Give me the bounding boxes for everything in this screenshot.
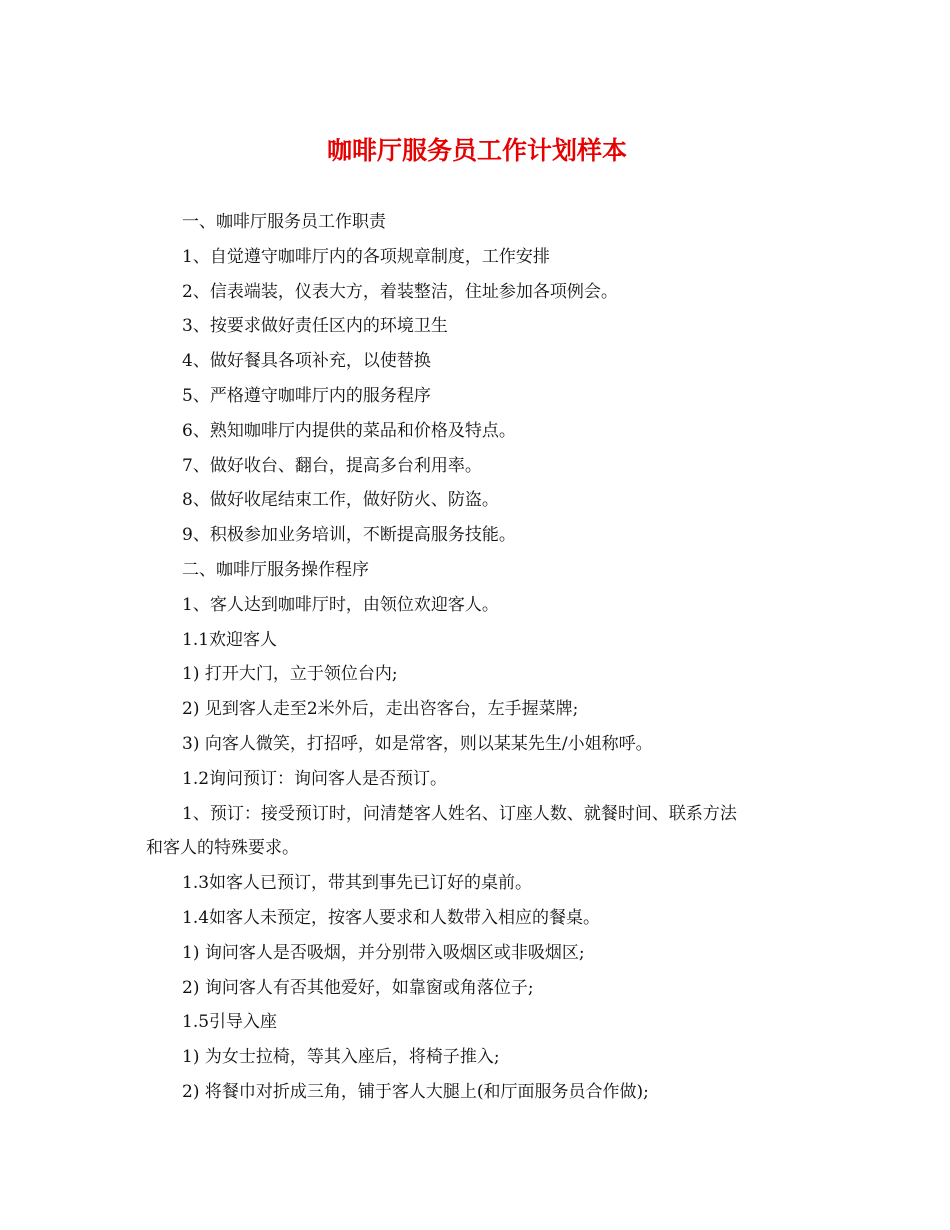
paragraph-line: 4、做好餐具各项补充，以使替换 bbox=[182, 351, 431, 372]
paragraph-line: 2) 见到客人走至2米外后，走出咨客台，左手握菜牌; bbox=[182, 699, 579, 720]
paragraph-line: 1、预订：接受预订时，问清楚客人姓名、订座人数、就餐时间、联系方法 bbox=[182, 803, 737, 824]
paragraph-line: 1、客人达到咖啡厅时，由领位欢迎客人。 bbox=[182, 594, 499, 615]
paragraph-line: 二、咖啡厅服务操作程序 bbox=[182, 559, 369, 580]
document-body bbox=[146, 205, 808, 1110]
paragraph-line: 8、做好收尾结束工作，做好防火、防盗。 bbox=[182, 490, 499, 511]
paragraph-line: 2) 询问客人有否其他爱好，如靠窗或角落位子; bbox=[182, 977, 534, 998]
paragraph-line: 7、做好收台、翻台，提高多台利用率。 bbox=[182, 455, 482, 476]
paragraph-line: 1.3如客人已预订，带其到事先已订好的桌前。 bbox=[182, 873, 533, 894]
paragraph-line: 1) 打开大门，立于领位台内; bbox=[182, 664, 398, 685]
paragraph-line: 1.5引导入座 bbox=[182, 1012, 278, 1033]
paragraph-line: 6、熟知咖啡厅内提供的菜品和价格及特点。 bbox=[182, 420, 516, 441]
paragraph-line: 2、信表端装，仪表大方，着装整洁，住址参加各项例会。 bbox=[182, 281, 618, 302]
paragraph-line: 1.1欢迎客人 bbox=[182, 629, 278, 650]
paragraph-line: 2) 将餐巾对折成三角，铺于客人大腿上(和厅面服务员合作做); bbox=[182, 1081, 649, 1102]
paragraph-line: 1) 为女士拉椅，等其入座后，将椅子推入; bbox=[182, 1047, 500, 1068]
paragraph-line: 5、严格遵守咖啡厅内的服务程序 bbox=[182, 385, 431, 406]
paragraph-line: 1.2询问预订：询问客人是否预订。 bbox=[182, 768, 448, 789]
paragraph-line: 3) 向客人微笑，打招呼，如是常客，则以某某先生/小姐称呼。 bbox=[182, 733, 653, 754]
paragraph-line: 3、按要求做好责任区内的环境卫生 bbox=[182, 316, 448, 337]
paragraph-line: 1、自觉遵守咖啡厅内的各项规章制度，工作安排 bbox=[182, 246, 550, 267]
paragraph-line: 9、积极参加业务培训，不断提高服务技能。 bbox=[182, 525, 516, 546]
paragraph-line-continuation: 和客人的特殊要求。 bbox=[146, 838, 299, 859]
document-title: 咖啡厅服务员工作计划样本 bbox=[326, 136, 627, 165]
paragraph-line: 1.4如客人未预定，按客人要求和人数带入相应的餐桌。 bbox=[182, 907, 601, 928]
paragraph-line: 1) 询问客人是否吸烟，并分别带入吸烟区或非吸烟区; bbox=[182, 942, 585, 963]
paragraph-line: 一、咖啡厅服务员工作职责 bbox=[182, 212, 386, 232]
